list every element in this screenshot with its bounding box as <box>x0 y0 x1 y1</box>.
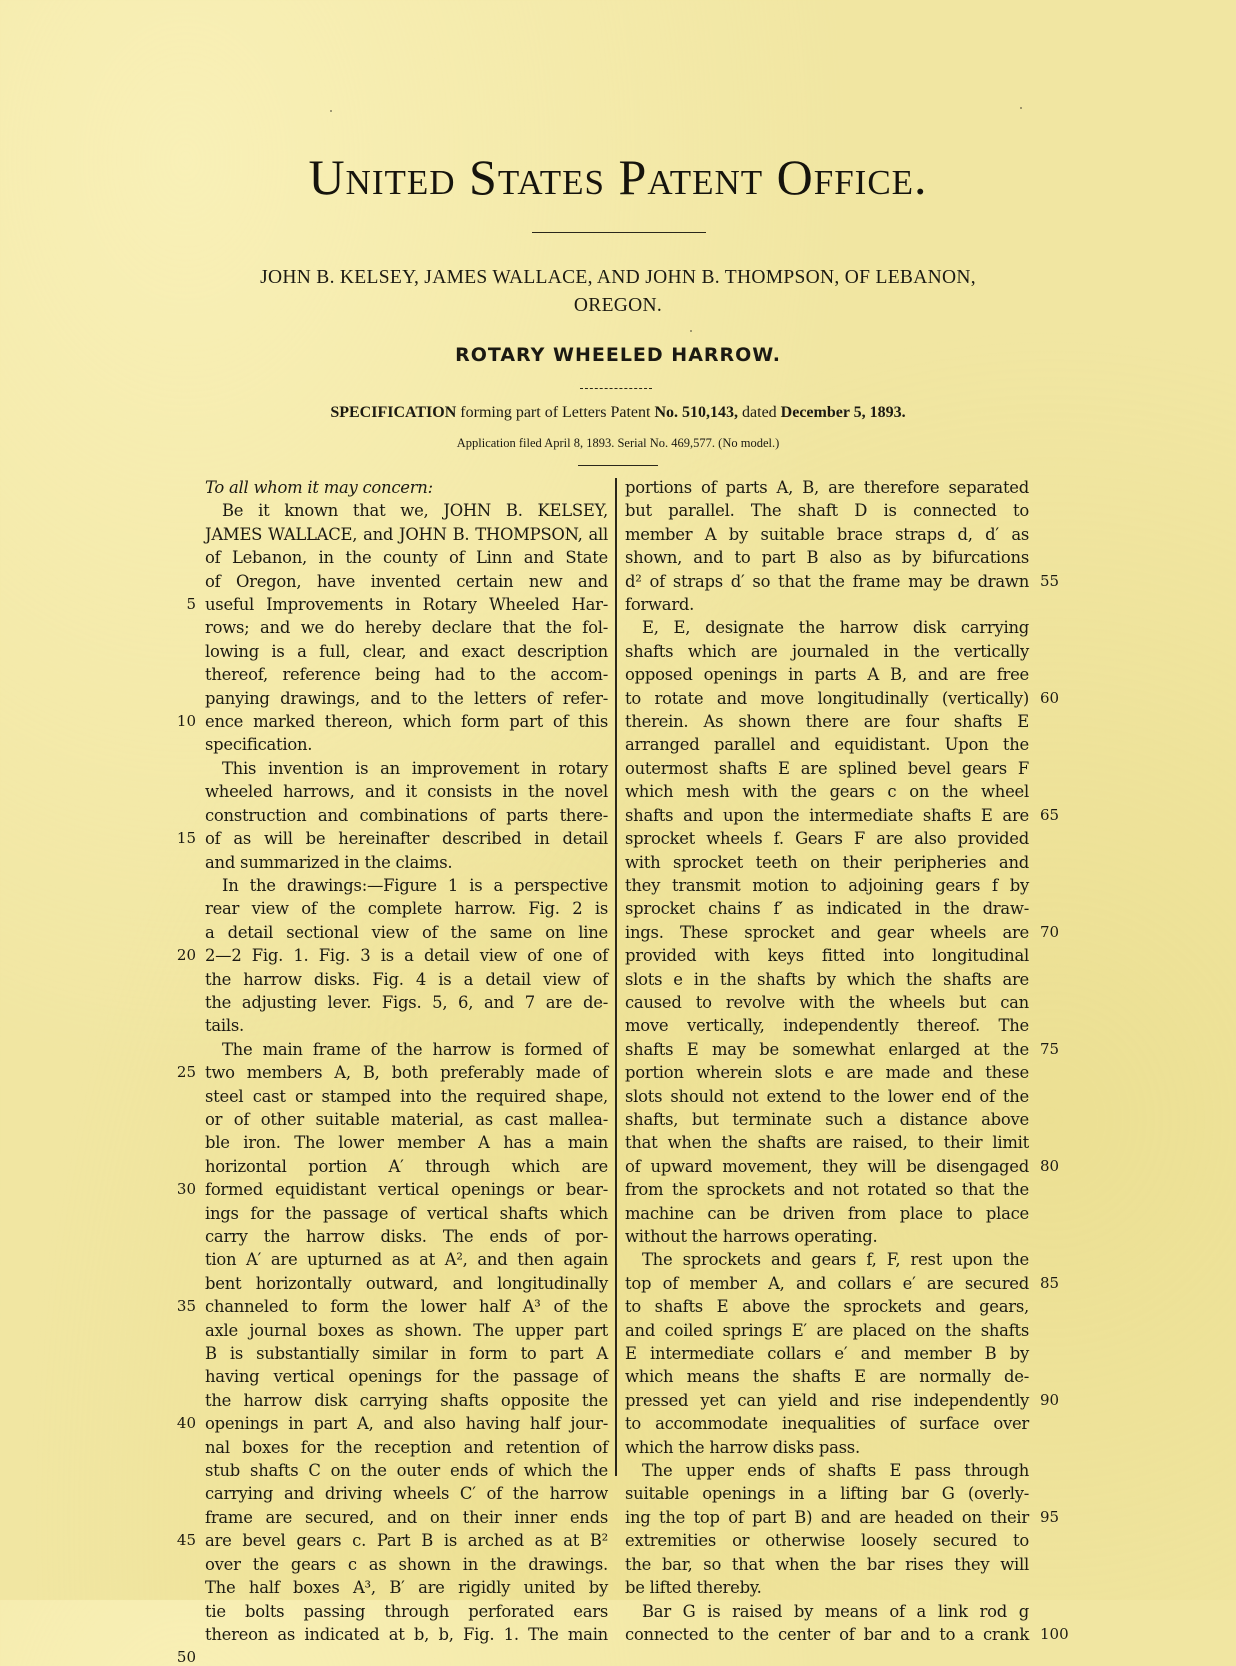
line-number-left: 50 <box>176 1648 196 1666</box>
text-line: slots e in the shafts by which the shafts are <box>625 969 1029 989</box>
text-line: or of other suitable material, as cast mallea- <box>205 1109 608 1129</box>
line-number-left: 10 <box>176 712 196 730</box>
line-number-left: 35 <box>176 1297 196 1315</box>
text-line: a detail sectional view of the same on line <box>205 922 608 942</box>
text-line: formed equidistant vertical openings or bear- <box>205 1180 608 1200</box>
text-line: tails. <box>205 1016 244 1036</box>
text-line: of upward movement, they will be disengaged <box>625 1156 1029 1176</box>
text-line: the harrow disks. Fig. 4 is a detail view of <box>205 969 608 989</box>
text-line: which mesh with the gears c on the wheel <box>625 782 1029 802</box>
text-line: carrying and driving wheels C′ of the harrow <box>205 1484 608 1504</box>
text-line: machine can be driven from place to place <box>625 1203 1029 1223</box>
text-line: to accommodate inequalities of surface over <box>625 1414 1029 1434</box>
text-line: and summarized in the claims. <box>205 852 453 872</box>
text-line: thereof, reference being had to the accom- <box>205 665 608 685</box>
application-line: Application filed April 8, 1893. Serial No. 469,577. (No model.) <box>456 436 780 450</box>
text-line: to rotate and move longitudinally (vertically) <box>625 688 1029 708</box>
text-line: portion wherein slots e are made and these <box>625 1063 1029 1083</box>
text-line: ing the top of part B) and are headed on their <box>625 1507 1029 1527</box>
text-line: d² of straps d′ so that the frame may be drawn <box>625 571 1029 591</box>
text-line: forward. <box>625 595 695 615</box>
text-line: E, E, designate the harrow disk carrying <box>642 618 1029 638</box>
text-line: openings in part A, and also having half jour- <box>205 1414 608 1434</box>
text-line: The main frame of the harrow is formed of <box>222 1039 608 1059</box>
text-line: extremities or otherwise loosely secured to <box>625 1531 1029 1551</box>
paper-speck <box>330 110 332 112</box>
line-number-right: 65 <box>1040 805 1060 824</box>
text-line: connected to the center of bar and to a crank <box>625 1624 1029 1644</box>
text-line: the adjusting lever. Figs. 5, 6, and 7 are de- <box>205 992 608 1012</box>
text-line: top of member A, and collars e′ are secured <box>625 1273 1029 1293</box>
text-line: axle journal boxes as shown. The upper part <box>205 1320 608 1340</box>
text-line: caused to revolve with the wheels but can <box>625 992 1029 1012</box>
line-number-left: 20 <box>176 946 196 964</box>
left-column <box>205 476 608 1646</box>
line-number-left: 5 <box>186 595 196 613</box>
line-number-left: 25 <box>176 1063 196 1081</box>
text-line: shown, and to part B also as by bifurcations <box>625 548 1029 568</box>
line-number-right: 100 <box>1040 1624 1069 1643</box>
text-line: having vertical openings for the passage of <box>205 1367 608 1387</box>
text-line: carry the harrow disks. The ends of por- <box>205 1227 608 1246</box>
text-line: of Oregon, have invented certain new and <box>205 571 608 591</box>
text-line: panying drawings, and to the letters of refer- <box>205 688 608 708</box>
text-line: tion A′ are upturned as at A², and then again <box>205 1250 608 1270</box>
text-line: which means the shafts E are normally de- <box>625 1367 1029 1387</box>
line-number-right: 90 <box>1040 1390 1060 1409</box>
inventors-line-1: JOHN B. KELSEY, JAMES WALLACE, AND JOHN B. THOMPSON, OF LEBANON, <box>260 267 976 288</box>
text-line: over the gears c as shown in the drawings. <box>205 1554 608 1574</box>
text-line: 2—2 Fig. 1. Fig. 3 is a detail view of one of <box>205 946 608 966</box>
text-line: The upper ends of shafts E pass through <box>642 1461 1029 1481</box>
line-number-right: 80 <box>1040 1156 1060 1175</box>
text-line: specification. <box>205 735 313 755</box>
text-line: The sprockets and gears f, F, rest upon the <box>642 1250 1029 1270</box>
text-line: frame are secured, and on their inner ends <box>205 1507 608 1527</box>
text-line: shafts, but terminate such a distance above <box>625 1109 1029 1129</box>
text-line: without the harrows operating. <box>625 1227 878 1246</box>
text-line: horizontal portion A′ through which are <box>205 1156 608 1176</box>
text-line: In the drawings:—Figure 1 is a perspective <box>222 875 608 895</box>
text-line: and coiled springs E′ are placed on the shafts <box>625 1320 1029 1340</box>
text-line: Bar G is raised by means of a link rod g <box>642 1601 1029 1621</box>
text-line: channeled to form the lower half A³ of the <box>205 1297 608 1317</box>
text-line: provided with keys fitted into longitudinal <box>625 946 1029 966</box>
line-number-left: 30 <box>176 1180 196 1198</box>
text-line: which the harrow disks pass. <box>625 1437 860 1457</box>
dated-text: dated <box>738 404 781 421</box>
text-line: ble iron. The lower member A has a main <box>205 1133 608 1153</box>
line-number-right: 70 <box>1040 922 1060 941</box>
text-line: lowing is a full, clear, and exact description <box>205 641 608 661</box>
spec-text: forming part of Letters Patent <box>456 404 655 421</box>
text-line: nal boxes for the reception and retention of <box>205 1437 608 1457</box>
line-number-left: 40 <box>176 1414 196 1432</box>
spec-label: SPECIFICATION <box>330 404 457 421</box>
text-line: steel cast or stamped into the required shape, <box>205 1086 608 1106</box>
text-line: they transmit motion to adjoining gears f by <box>625 875 1029 895</box>
inventors-line-2: OREGON. <box>573 295 663 316</box>
invention-title: ROTARY WHEELED HARROW. <box>455 344 781 366</box>
patent-number: No. 510,143, <box>654 404 739 421</box>
text-line: thereon as indicated at b, b, Fig. 1. The main <box>205 1624 608 1644</box>
text-line: B is substantially similar in form to part A <box>205 1344 608 1364</box>
text-line: of Lebanon, in the county of Linn and State <box>205 548 608 568</box>
text-line: from the sprockets and not rotated so that the <box>625 1180 1029 1200</box>
text-line: move vertically, independently thereof. The <box>625 1016 1029 1036</box>
right-column <box>625 476 1029 1646</box>
line-number-right: 55 <box>1040 571 1060 590</box>
text-line: shafts which are journaled in the vertically <box>625 641 1029 661</box>
text-line: rear view of the complete harrow. Fig. 2 is <box>205 899 608 919</box>
text-line: therein. As shown there are four shafts E <box>625 712 1029 732</box>
line-number-left: 45 <box>176 1531 196 1549</box>
text-line: suitable openings in a lifting bar G (overly- <box>625 1484 1029 1504</box>
text-line: shafts and upon the intermediate shafts E are <box>625 805 1029 825</box>
spec-divider <box>578 465 658 466</box>
paper-speck <box>1020 107 1022 109</box>
text-line: bent horizontally outward, and longitudinally <box>205 1273 608 1293</box>
line-number-right: 60 <box>1040 688 1060 707</box>
text-line: sprocket wheels f. Gears F are also provided <box>625 829 1029 849</box>
text-line: slots should not extend to the lower end of the <box>625 1086 1029 1106</box>
line-number-right: 95 <box>1040 1507 1060 1526</box>
text-line: the harrow disk carrying shafts opposite the <box>205 1390 608 1410</box>
text-line: the bar, so that when the bar rises they will <box>625 1554 1029 1574</box>
line-number-left: 15 <box>176 829 196 847</box>
text-line: JAMES WALLACE, and JOHN B. THOMPSON, all <box>205 524 608 544</box>
inventors-heading <box>180 264 1056 320</box>
text-line: but parallel. The shaft D is connected to <box>625 501 1029 521</box>
column-divider <box>615 478 617 1476</box>
text-line: wheeled harrows, and it consists in the novel <box>205 782 608 802</box>
text-line: ings. These sprocket and gear wheels are <box>625 922 1029 942</box>
text-line: construction and combinations of parts there- <box>205 805 608 825</box>
text-line: are bevel gears c. Part B is arched as at B² <box>205 1531 608 1551</box>
text-line: with sprocket teeth on their peripheries and <box>625 852 1029 872</box>
text-line: two members A, B, both preferably made of <box>205 1063 608 1083</box>
patent-date: December 5, 1893. <box>780 404 906 421</box>
text-line: that when the shafts are raised, to their limit <box>625 1133 1029 1153</box>
text-line: be lifted thereby. <box>625 1578 762 1598</box>
text-line: to shafts E above the sprockets and gears, <box>625 1297 1029 1317</box>
text-line: ence marked thereon, which form part of this <box>205 712 608 732</box>
text-line: sprocket chains f′ as indicated in the draw- <box>625 899 1029 919</box>
text-line: Be it known that we, JOHN B. KELSEY, <box>222 501 608 521</box>
invention-divider <box>580 388 652 389</box>
text-line: outermost shafts E are splined bevel gears F <box>625 758 1029 778</box>
text-line: tie bolts passing through perforated ears <box>205 1601 608 1621</box>
line-number-right: 85 <box>1040 1273 1060 1292</box>
text-line: arranged parallel and equidistant. Upon the <box>625 735 1029 755</box>
text-line: E intermediate collars e′ and member B by <box>625 1344 1029 1364</box>
text-line: shafts E may be somewhat enlarged at the <box>625 1039 1029 1059</box>
office-title: United States Patent Office. <box>308 149 928 205</box>
specification-line <box>0 404 1236 422</box>
text-line: member A by suitable brace straps d, d′ as <box>625 524 1029 544</box>
text-line: rows; and we do hereby declare that the fol- <box>205 618 608 638</box>
title-divider <box>532 232 706 233</box>
text-line: The half boxes A³, B′ are rigidly united by <box>205 1578 608 1598</box>
text-line: ings for the passage of vertical shafts which <box>205 1203 608 1223</box>
salutation: To all whom it may concern: <box>205 478 433 497</box>
text-line: This invention is an improvement in rotary <box>222 758 608 778</box>
line-number-right: 75 <box>1040 1039 1060 1058</box>
text-line: portions of parts A, B, are therefore separated <box>625 478 1029 497</box>
text-line: of as will be hereinafter described in detail <box>205 829 608 849</box>
text-line: useful Improvements in Rotary Wheeled Har- <box>205 595 608 615</box>
paper-speck <box>690 330 692 332</box>
text-line: stub shafts C on the outer ends of which the <box>205 1461 608 1481</box>
text-line: opposed openings in parts A B, and are free <box>625 665 1029 685</box>
text-line: pressed yet can yield and rise independently <box>625 1390 1029 1410</box>
